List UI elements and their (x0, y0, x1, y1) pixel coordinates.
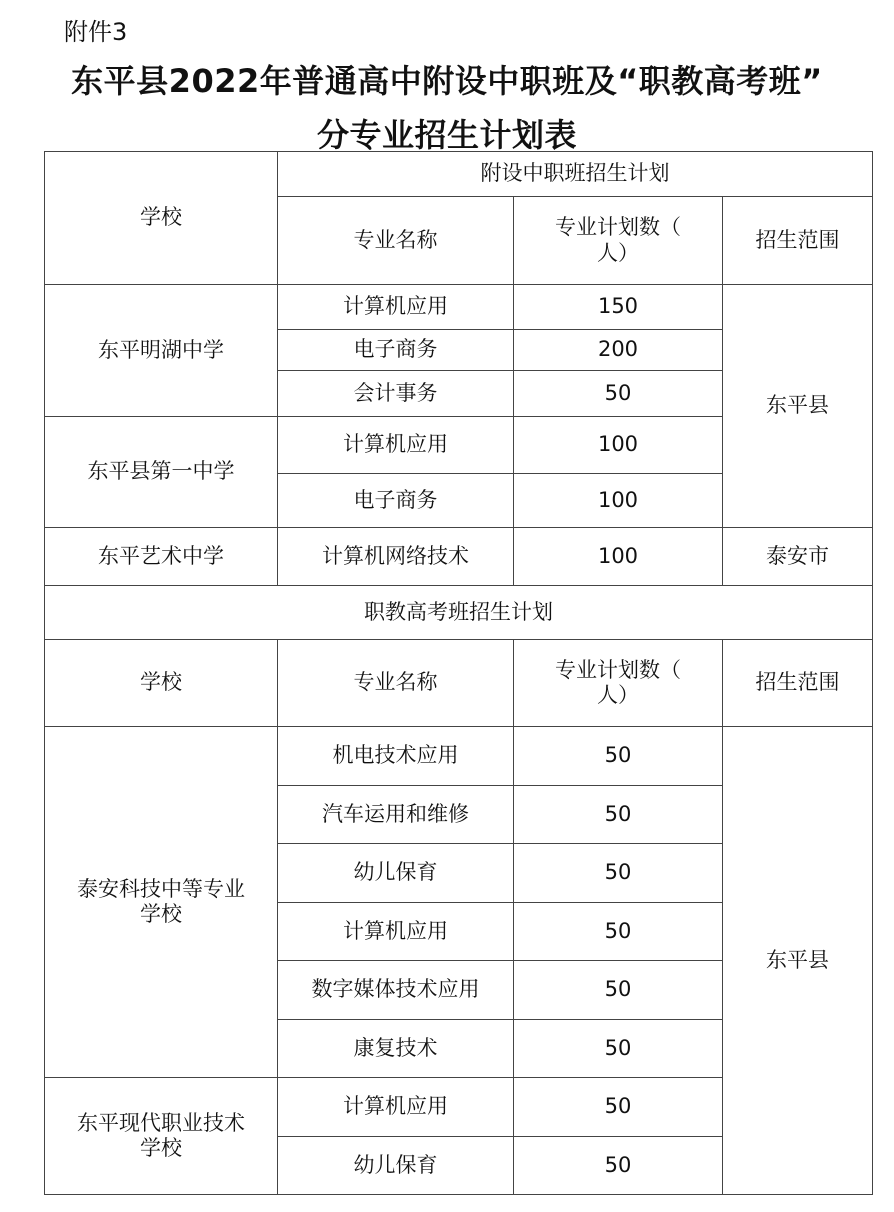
enrollment-plan-table (44, 151, 873, 1195)
school-name-line2: 学校 (140, 1136, 182, 1160)
major-name: 会计事务 (278, 371, 514, 417)
plan-count: 100 (514, 417, 723, 474)
major-name: 电子商务 (278, 330, 514, 371)
plan-count: 50 (514, 1020, 723, 1078)
enrollment-scope: 东平县 (723, 285, 873, 528)
plan-count: 50 (514, 1137, 723, 1195)
header-count-line1: 专业计划数（ (555, 215, 681, 240)
school-name-line2: 学校 (140, 902, 182, 926)
major-name: 幼儿保育 (278, 844, 514, 903)
header-scope: 招生范围 (723, 197, 873, 285)
document-title: 东平县2022年普通高中附设中职班及“职教高考班” (71, 62, 823, 100)
header-count (514, 640, 723, 727)
plan-count: 100 (514, 528, 723, 586)
header-count-line1: 专业计划数（ (555, 657, 681, 682)
school-name (45, 727, 278, 1078)
document-subtitle: 分专业招生计划表 (316, 116, 577, 154)
header-count-line2: 人） (597, 683, 639, 707)
plan-count: 50 (514, 1078, 723, 1137)
major-name: 计算机网络技术 (278, 528, 514, 586)
enrollment-scope: 泰安市 (723, 528, 873, 586)
major-name: 汽车运用和维修 (278, 786, 514, 844)
section2-title: 职教高考班招生计划 (45, 586, 873, 640)
school-name-line1: 泰安科技中等专业 (77, 876, 245, 901)
header-school: 学校 (45, 640, 278, 727)
major-name: 数字媒体技术应用 (278, 961, 514, 1020)
major-name: 电子商务 (278, 474, 514, 528)
plan-count: 50 (514, 727, 723, 786)
header-school: 学校 (45, 152, 278, 285)
major-name: 康复技术 (278, 1020, 514, 1078)
plan-count: 50 (514, 844, 723, 903)
header-major: 专业名称 (278, 197, 514, 285)
table-row (45, 528, 873, 586)
major-name: 计算机应用 (278, 285, 514, 330)
major-name: 计算机应用 (278, 417, 514, 474)
major-name: 计算机应用 (278, 1078, 514, 1137)
header-count-line2: 人） (597, 240, 639, 265)
plan-count: 50 (514, 786, 723, 844)
plan-count: 50 (514, 961, 723, 1020)
enrollment-scope: 东平县 (723, 727, 873, 1195)
major-name: 计算机应用 (278, 903, 514, 961)
section1-title: 附设中职班招生计划 (278, 152, 873, 197)
school-name: 东平艺术中学 (45, 528, 278, 586)
table-row (45, 727, 873, 786)
header-count (514, 197, 723, 285)
header-major: 专业名称 (278, 640, 514, 727)
plan-count: 100 (514, 474, 723, 528)
school-name (45, 1078, 278, 1195)
plan-count: 50 (514, 903, 723, 961)
table-row (45, 285, 873, 330)
major-name: 幼儿保育 (278, 1137, 514, 1195)
plan-count: 150 (514, 285, 723, 330)
attachment-label: 附件3 (64, 18, 128, 46)
school-name-line1: 东平现代职业技术 (77, 1110, 245, 1135)
school-name: 东平县第一中学 (45, 417, 278, 528)
plan-count: 200 (514, 330, 723, 371)
header-scope: 招生范围 (723, 640, 873, 727)
school-name: 东平明湖中学 (45, 285, 278, 417)
plan-count: 50 (514, 371, 723, 417)
major-name: 机电技术应用 (278, 727, 514, 786)
